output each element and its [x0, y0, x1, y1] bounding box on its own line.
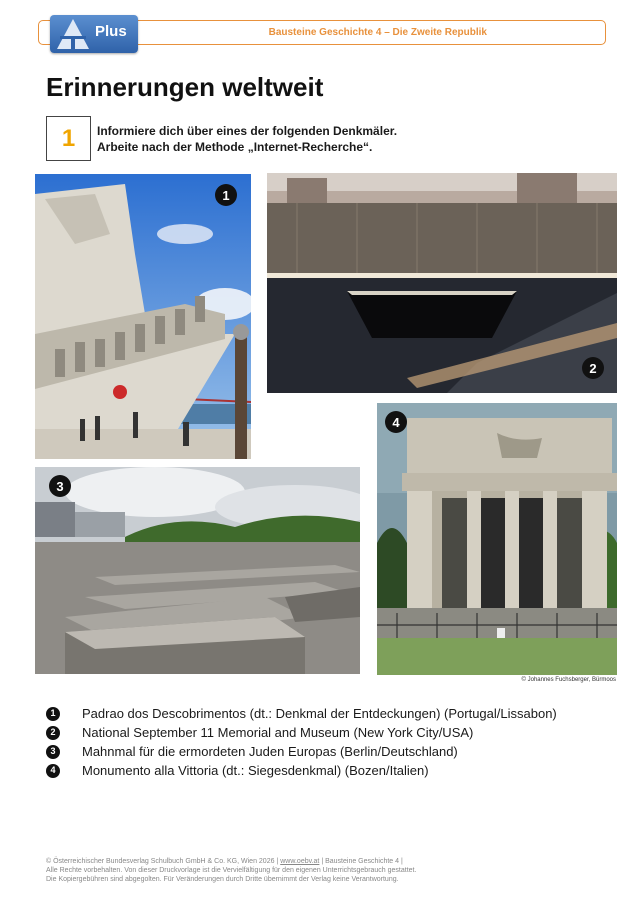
monument-photo-4-image [377, 403, 617, 675]
list-item [46, 723, 557, 742]
triangle-logo-icon [56, 18, 90, 50]
list-item [46, 761, 557, 780]
monument-list [46, 704, 557, 780]
plus-logo [50, 15, 138, 53]
monument-photo-1-image [35, 174, 251, 459]
footer-line-1 [46, 857, 416, 866]
photo-4-number-badge: 4 [385, 411, 407, 433]
series-title: Bausteine Geschichte 4 – Die Zweite Republik [268, 27, 487, 38]
list-item-text: Mahnmal für die ermordeten Juden Europas (Berlin/Deutschland) [82, 744, 458, 759]
photo-credit: © Johannes Fuchsberger, Bürmoos [521, 677, 616, 683]
logo-text: Plus [95, 23, 127, 40]
list-item-text: National September 11 Memorial and Museum (New York City/USA) [82, 725, 474, 740]
photo-holocaust-memorial-berlin [35, 467, 360, 674]
photo-padrao-dos-descobrimentos [35, 174, 251, 459]
monument-photo-2-image [267, 173, 617, 393]
list-number-badge: 1 [46, 707, 60, 721]
publisher-link[interactable]: www.oebv.at [280, 858, 320, 865]
list-number-badge: 2 [46, 726, 60, 740]
page-title: Erinnerungen weltweit [46, 72, 324, 102]
list-number-badge: 4 [46, 764, 60, 778]
footer-series: | Bausteine Geschichte 4 | [321, 858, 403, 865]
monument-photo-3-image [35, 467, 360, 674]
photo-2-number-badge: 2 [582, 357, 604, 379]
task-line-1: Informiere dich über eines der folgenden Denkmäler. [97, 124, 398, 138]
photo-september-11-memorial [267, 173, 617, 393]
footer-copyright: © Österreichischer Bundesverlag Schulbuch GmbH & Co. KG, Wien 2026 | [46, 858, 279, 865]
task-instructions [97, 123, 397, 155]
list-item [46, 704, 557, 723]
list-number-badge: 3 [46, 745, 60, 759]
footer-line-2: Alle Rechte vorbehalten. Von dieser Druckvorlage ist die Vervielfältigung für den eigenen Unterrichtsgebrauch gestattet. [46, 867, 417, 874]
photo-monumento-alla-vittoria [377, 403, 617, 675]
task-number-box: 1 [46, 116, 91, 161]
list-item [46, 742, 557, 761]
list-item-text: Monumento alla Vittoria (dt.: Siegesdenkmal) (Bozen/Italien) [82, 763, 429, 778]
footer-line-3: Die Kopiergebühren sind abgegolten. Für Veränderungen durch Dritte übernimmt der Verlag keine Verantwortung. [46, 876, 399, 883]
photo-3-number-badge: 3 [49, 475, 71, 497]
photo-1-number-badge: 1 [215, 184, 237, 206]
list-item-text: Padrao dos Descobrimentos (dt.: Denkmal der Entdeckungen) (Portugal/Lissabon) [82, 706, 557, 721]
footer [46, 857, 416, 884]
task-line-2: Arbeite nach der Methode „Internet-Recherche“. [97, 140, 373, 154]
